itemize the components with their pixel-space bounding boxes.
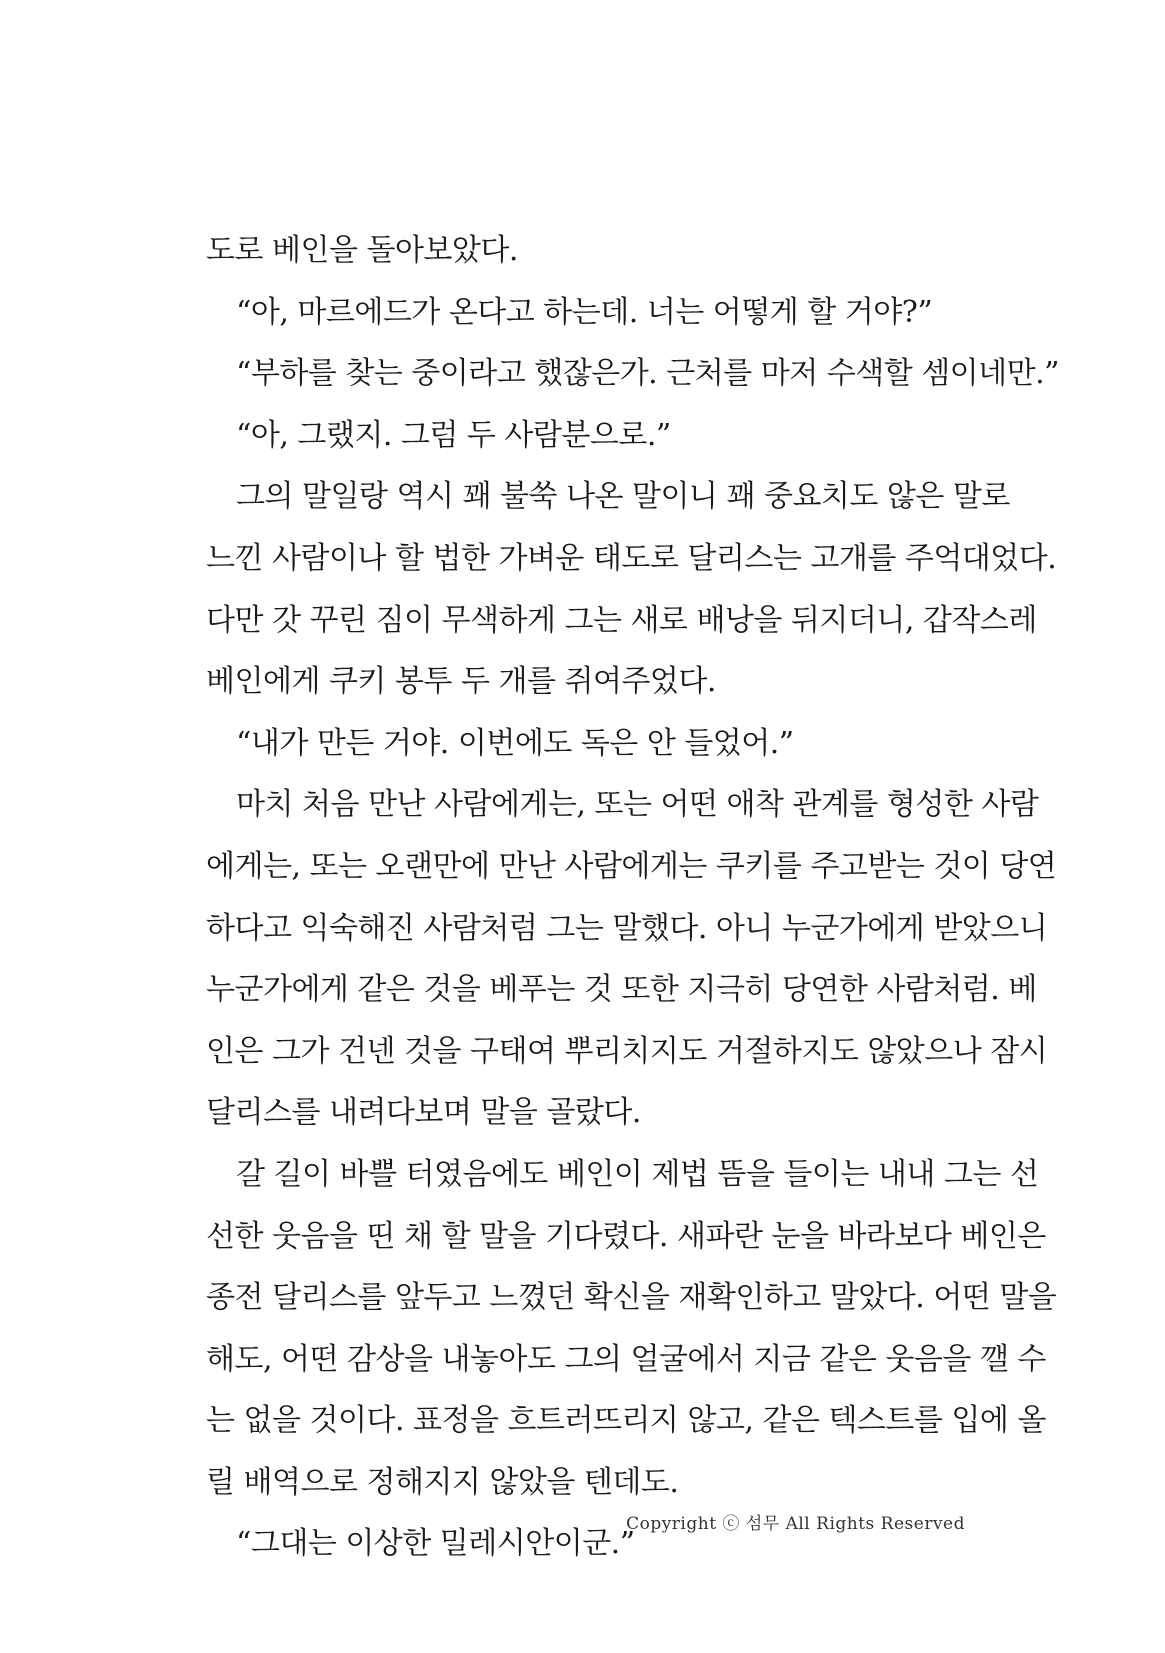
text-line: 도로 베인을 돌아보았다.: [206, 233, 518, 268]
text-line: 갈 길이 바쁠 터였음에도 베인이 제법 뜸을 들이는 내내 그는 선: [236, 1156, 1039, 1192]
text-line: 베인에게 쿠키 봉투 두 개를 쥐여주었다.: [206, 664, 716, 700]
body-text: [206, 229, 1059, 1584]
text-line: 종전 달리스를 앞두고 느꼈던 확신을 재확인하고 말았다. 어떤 말을: [206, 1280, 1057, 1316]
text-line: 에게는, 또는 오랜만에 만난 사람에게는 쿠키를 주고받는 것이 당연: [206, 848, 1057, 884]
text-line: 인은 그가 건넨 것을 구태여 뿌리치지도 거절하지도 않았으나 잠시: [206, 1033, 1048, 1069]
text-line: “부하를 찾는 중이라고 했잖은가. 근처를 마저 수색할 셈이네만.”: [236, 356, 1059, 392]
text-line: 느낀 사람이나 할 법한 가벼운 태도로 달리스는 고개를 주억대었다.: [206, 540, 1057, 576]
text-line: “내가 만든 거야. 이번에도 독은 안 들었어.”: [236, 725, 794, 761]
text-line: 그의 말일랑 역시 꽤 불쑥 나온 말이니 꽤 중요치도 않은 말로: [236, 479, 1010, 515]
text-line: 달리스를 내려다보며 말을 골랐다.: [206, 1095, 641, 1131]
text-line: 누군가에게 같은 것을 베푸는 것 또한 지극히 당연한 사람처럼. 베: [206, 972, 1037, 1008]
text-line: 릴 배역으로 정해지지 않았을 텐데도.: [206, 1464, 679, 1500]
text-line: “그대는 이상한 밀레시안이군.”: [236, 1526, 635, 1562]
text-line: 선한 웃음을 띤 채 할 말을 기다렸다. 새파란 눈을 바라보다 베인은: [206, 1218, 1046, 1254]
text-line: “아, 마르에드가 온다고 하는데. 너는 어떻게 할 거야?”: [236, 294, 933, 330]
copyright-notice: Copyright ⓒ 섬무 All Rights Reserved: [626, 1514, 965, 1534]
text-line: 해도, 어떤 감상을 내놓아도 그의 얼굴에서 지금 같은 웃음을 깰 수: [206, 1341, 1046, 1377]
text-line: 하다고 익숙해진 사람처럼 그는 말했다. 아니 누군가에게 받았으니: [206, 910, 1048, 946]
text-line: 마치 처음 만난 사람에게는, 또는 어떤 애착 관계를 형성한 사람: [236, 787, 1039, 823]
text-line: 다만 갓 꾸린 짐이 무색하게 그는 새로 배낭을 뒤지더니, 갑작스레: [206, 602, 1037, 638]
text-line: “아, 그랬지. 그럼 두 사람분으로.”: [236, 417, 671, 453]
text-line: 는 없을 것이다. 표정을 흐트러뜨리지 않고, 같은 텍스트를 입에 올: [206, 1403, 1046, 1439]
